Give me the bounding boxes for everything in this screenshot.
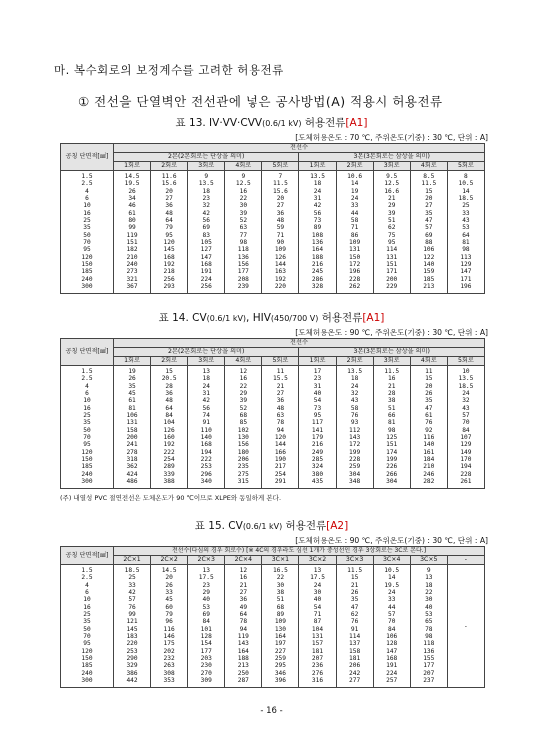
- table14: [60, 338, 485, 489]
- value-column: 18.5 25 33 42 57 76 99 121 145 183 220 253 290 329 386 442: [114, 565, 151, 688]
- table15: [60, 546, 485, 688]
- group-2wire-header: 2본(2본회로는 단상을 의미): [114, 153, 299, 162]
- circuit-header: 3회로: [373, 162, 410, 171]
- value-column: 7 11.5 15.6 20 27 36 48 59 71 90 109 126 144 163 192 220: [262, 171, 299, 294]
- table14-caption: [0, 310, 543, 325]
- circuit-header: 2C×2: [151, 556, 188, 565]
- circuit-header: 3회로: [188, 357, 225, 366]
- size-column: 1.5 2.5 4 6 10 16 25 35 50 70 95 120 150 185 240 300: [61, 366, 114, 489]
- table13-caption: [0, 115, 543, 130]
- value-column: 13.5 18 24 31 42 56 73 89 108 136 164 188 216 245 286 328: [299, 171, 336, 294]
- wire-count-header: 전선수(다심의 경우 회로수) [※ 4C의 경우라도 심선 1개가 중성선인 경우 3상회로는 3C로 본다.]: [114, 547, 485, 556]
- value-column: 13 17.5 23 29 40 53 69 84 101 128 154 177 203 230 270 309: [188, 565, 225, 688]
- circuit-header: 2회로: [151, 357, 188, 366]
- circuit-header: 4회로: [410, 357, 447, 366]
- value-column: 11.6 15.6 20 27 36 48 64 79 95 120 145 168 192 218 256 293: [151, 171, 188, 294]
- value-column: 10.6 14 19 24 33 44 58 71 86 109 131 150 172 196 228 262: [336, 171, 373, 294]
- page-number: - 16 -: [260, 706, 283, 716]
- circuit-header: 4회로: [410, 162, 447, 171]
- circuit-header: 2C×4: [225, 556, 262, 565]
- circuit-header: 4회로: [225, 162, 262, 171]
- table14-note: (주) 내열성 PVC 절연전선은 도체온도가 90 ℃이므로 XLPE와 동일하게 본다.: [60, 494, 282, 502]
- sub-heading: ① 전선을 단열벽안 전선관에 넣은 공사방법(A) 적용시 허용전류: [78, 94, 443, 109]
- value-column: 14.5 19.5 26 34 46 61 80 99 119 151 182 210 240 273 321 367: [114, 171, 151, 294]
- circuit-header: 3C×4: [373, 556, 410, 565]
- value-column: 8 10.5 14 18.5 25 33 43 53 64 81 98 113 129 147 171 196: [447, 171, 484, 294]
- size-header: 공칭 단면적[㎟]: [61, 547, 114, 565]
- value-column: 13 18 24 31 42 56 74 91 110 140 168 194 222 253 296 340: [188, 366, 225, 489]
- table13: [60, 143, 485, 294]
- circuit-header: 5회로: [447, 162, 484, 171]
- table14-caption-main: 허용전류: [318, 312, 363, 324]
- wire-count-header: 전선수: [114, 144, 485, 153]
- table14-caption-mid: , HIV: [246, 312, 271, 324]
- value-column: 19 26 35 45 61 81 106 131 158 200 241 278 318 362 424 486: [114, 366, 151, 489]
- value-column: 14.5 20 26 33 45 60 79 96 116 146 175 202 232 263 308 353: [151, 565, 188, 688]
- table13-caption-tag: [A1]: [345, 117, 368, 129]
- circuit-header: 2회로: [336, 357, 373, 366]
- circuit-header: 2C×3: [188, 556, 225, 565]
- value-column: 13 17.5 24 30 40 54 71 87 104 131 157 181 207 236 276 316: [299, 565, 336, 688]
- circuit-header: 1회로: [299, 357, 336, 366]
- table15-caption-tag: [A2]: [326, 520, 349, 532]
- group-2wire-header: 2본(2본회로는 단상을 의미): [114, 348, 299, 357]
- table14-condition: [도체허용온도 : 90 ℃, 주위온도(기중) : 30 ℃, 단위 : A]: [295, 328, 488, 337]
- size-header: 공칭 단면적[㎟]: [61, 339, 114, 366]
- wire-count-header: 전선수: [114, 339, 485, 348]
- value-column: 12 16 21 27 36 49 64 78 94 119 143 164 188 213 250 287: [225, 565, 262, 688]
- table13-caption-spec: (0.6/1 kV): [262, 119, 302, 128]
- table14-caption-spec2: (450/700 V): [270, 314, 319, 323]
- section-heading: 마. 복수회로의 보정계수를 고려한 허용전류: [54, 63, 284, 77]
- value-column: 9.5 12.5 16.6 21 29 39 51 62 75 95 114 131 151 171 200 229: [373, 171, 410, 294]
- value-column: -: [447, 565, 484, 688]
- circuit-header: 2회로: [151, 162, 188, 171]
- circuit-header: 3C×3: [336, 556, 373, 565]
- table13-condition: [도체허용온도 : 70 ℃, 주위온도(기중) : 30 ℃, 단위 : A]: [295, 133, 488, 142]
- table15-caption-main: 허용전류: [282, 520, 327, 532]
- circuit-header: 5회로: [447, 357, 484, 366]
- value-column: 13.5 18 24 32 43 58 76 93 112 143 172 199 228 259 304 348: [336, 366, 373, 489]
- circuit-header: 3회로: [373, 357, 410, 366]
- size-column: 1.5 2.5 4 6 10 16 25 35 50 70 95 120 150 185 240 300: [61, 565, 114, 688]
- value-column: 10.5 14 19.5 24 33 44 57 70 84 106 128 147 168 191 224 257: [373, 565, 410, 688]
- value-column: 15 20.5 28 36 48 64 84 104 126 160 192 222 254 289 339 388: [151, 366, 188, 489]
- value-column: 11 15.5 21 27 36 48 63 78 94 120 144 166 190 217 254 291: [262, 366, 299, 489]
- size-header: 공칭 단면적[㎟]: [61, 144, 114, 171]
- circuit-header: -: [447, 556, 484, 565]
- table14-caption-spec: (0.6/1 kV): [206, 314, 247, 323]
- circuit-header: 3C×1: [262, 556, 299, 565]
- value-column: 17 23 31 40 54 73 95 117 141 179 216 249 285 324 380 435: [299, 366, 336, 489]
- table15-caption-spec: (0.6/1 kV): [242, 522, 283, 531]
- table15-condition: [도체허용온도 : 90 ℃, 주위온도(기중) : 30 ℃, 단위 : A]: [295, 536, 488, 545]
- value-column: 8.5 11.5 15 20 27 35 47 57 69 88 106 122 140 159 185 213: [410, 171, 447, 294]
- circuit-header: 3C×5: [410, 556, 447, 565]
- table13-caption-prefix: 표 13. IV·VV·CVV: [175, 117, 263, 129]
- circuit-header: 3회로: [188, 162, 225, 171]
- group-3wire-header: 3본(3본회로는 삼상을 의미): [299, 348, 485, 357]
- value-column: 11 15 20 26 35 47 61 76 92 116 140 161 184 210 246 282: [410, 366, 447, 489]
- table14-caption-tag: [A1]: [362, 312, 385, 324]
- circuit-header: 2회로: [336, 162, 373, 171]
- value-column: 12 16 22 29 39 52 68 85 102 130 156 180 206 235 275 315: [225, 366, 262, 489]
- circuit-header: 5회로: [262, 357, 299, 366]
- table14-caption-prefix: 표 14. CV: [158, 312, 207, 324]
- value-column: 9 12.5 16 22 30 39 52 63 77 98 118 136 156 177 208 239: [225, 171, 262, 294]
- value-column: 11.5 15 21 26 35 47 62 76 91 114 137 158 181 206 242 277: [336, 565, 373, 688]
- circuit-header: 3C×2: [299, 556, 336, 565]
- circuit-header: 2C×1: [114, 556, 151, 565]
- value-column: 9 13 18 22 30 40 53 65 78 98 118 136 155 177 207 237: [410, 565, 447, 688]
- circuit-header: 1회로: [299, 162, 336, 171]
- table15-caption-prefix: 표 15. CV: [194, 520, 243, 532]
- circuit-header: 1회로: [114, 162, 151, 171]
- value-column: 16.5 22 30 38 51 68 89 109 130 164 197 227 259 295 346 396: [262, 565, 299, 688]
- value-column: 10 13.5 18.5 24 32 43 57 70 84 107 129 149 170 194 228 261: [447, 366, 484, 489]
- size-column: 1.5 2.5 4 6 10 16 25 35 50 70 95 120 150 185 240 300: [61, 171, 114, 294]
- circuit-header: 5회로: [262, 162, 299, 171]
- value-column: 11.5 16 21 28 38 51 66 81 98 125 151 174 199 226 266 304: [373, 366, 410, 489]
- table15-caption: [0, 518, 543, 533]
- group-3wire-header: 3본(3본회로는 삼상을 의미): [299, 153, 485, 162]
- value-column: 9 13.5 18 23 32 42 56 69 83 105 127 147 168 191 224 256: [188, 171, 225, 294]
- table13-caption-main: 허용전류: [301, 117, 346, 129]
- circuit-header: 1회로: [114, 357, 151, 366]
- circuit-header: 4회로: [225, 357, 262, 366]
